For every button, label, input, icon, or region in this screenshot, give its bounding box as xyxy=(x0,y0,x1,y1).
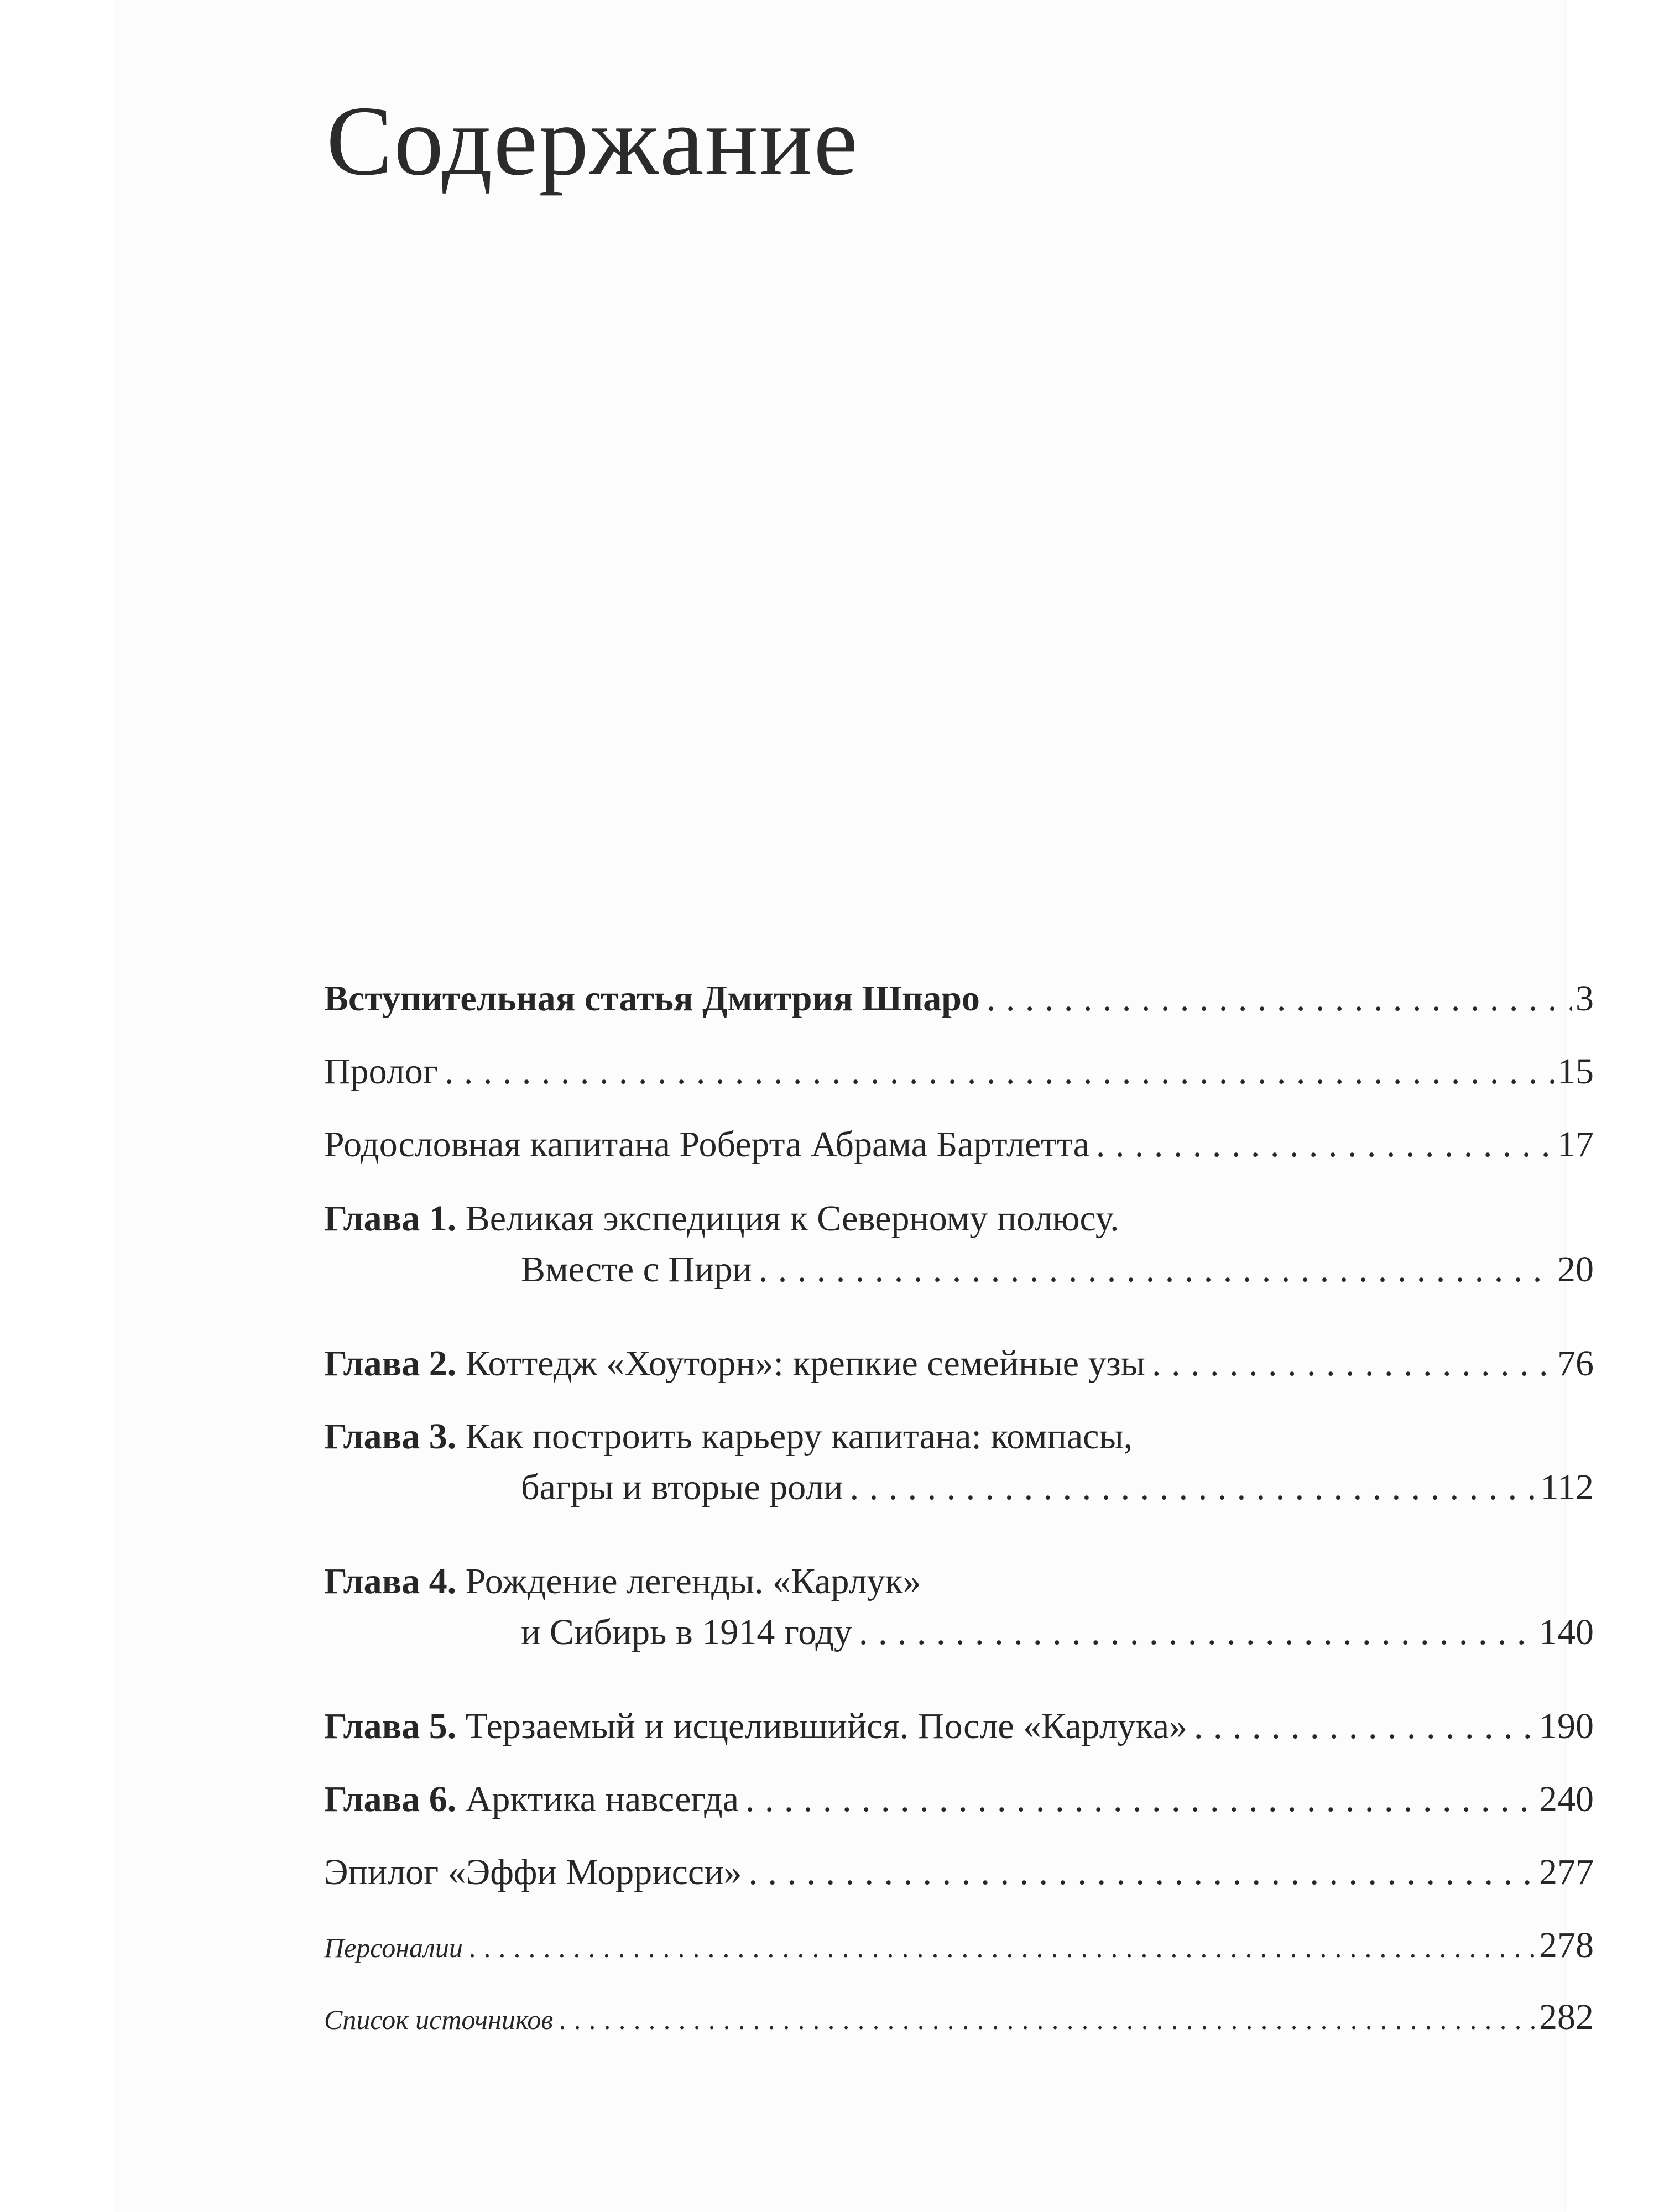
chapter-title: Рождение легенды. «Карлук» xyxy=(465,1561,921,1601)
toc-entry-label: Вступительная статья Дмитрия Шпаро xyxy=(324,978,980,1019)
book-page xyxy=(116,0,1594,2212)
toc-entry-label: Эпилог «Эффи Моррисси» xyxy=(324,1852,742,1892)
chapter-title-continued: Вместе с Пири xyxy=(521,1249,752,1290)
toc-entry-personalia xyxy=(324,1920,1594,1971)
dot-leader xyxy=(759,1244,1554,1295)
chapter-number: Глава 1. xyxy=(324,1198,457,1239)
toc-entry-chapter-3 xyxy=(324,1411,1594,1514)
dot-leader xyxy=(859,1607,1536,1658)
dot-leader xyxy=(1194,1701,1536,1752)
dot-leader xyxy=(469,1928,1536,1967)
toc-entry-label: Пролог xyxy=(324,1051,438,1092)
toc-page-number: 3 xyxy=(1575,978,1594,1019)
toc-entry-epilogue xyxy=(324,1847,1594,1898)
toc-entry-genealogy xyxy=(324,1119,1594,1170)
toc-entry-chapter-5 xyxy=(324,1701,1594,1752)
dot-leader xyxy=(445,1046,1554,1097)
dot-leader xyxy=(850,1462,1537,1513)
toc-entry-chapter-4 xyxy=(324,1556,1594,1658)
toc-page-number: 76 xyxy=(1557,1343,1594,1384)
chapter-number: Глава 4. xyxy=(324,1561,457,1601)
dot-leader xyxy=(560,2000,1536,2039)
toc-page-number: 20 xyxy=(1557,1249,1594,1290)
dot-leader xyxy=(745,1774,1536,1825)
dot-leader xyxy=(1096,1119,1554,1170)
chapter-title: Великая экспедиция к Северному полюсу. xyxy=(465,1198,1119,1239)
toc-entry-label: Родословная капитана Роберта Абрама Бартлетта xyxy=(324,1124,1089,1165)
toc-page-number: 240 xyxy=(1539,1779,1594,1819)
toc-page-number: 15 xyxy=(1557,1051,1594,1092)
chapter-number: Глава 3. xyxy=(324,1416,457,1457)
toc-page-number: 278 xyxy=(1539,1925,1594,1965)
chapter-title: Арктика навсегда xyxy=(465,1779,739,1819)
toc-entry-chapter-2 xyxy=(324,1338,1594,1389)
toc-entry-label: Список источников xyxy=(324,2004,554,2035)
toc-entry-foreword xyxy=(324,973,1594,1024)
chapter-title-continued: багры и вторые роли xyxy=(521,1467,843,1508)
chapter-title: Коттедж «Хоуторн»: крепкие семейные узы xyxy=(465,1343,1146,1384)
page-title: Содержание xyxy=(326,86,859,196)
chapter-number: Глава 5. xyxy=(324,1706,457,1746)
chapter-title: Терзаемый и исцелившийся. После «Карлука» xyxy=(465,1706,1187,1746)
toc-entry-chapter-6 xyxy=(324,1774,1594,1825)
toc-entry-prologue xyxy=(324,1046,1594,1097)
toc-page-number: 282 xyxy=(1539,1997,1594,2037)
toc-page-number: 140 xyxy=(1539,1612,1594,1653)
chapter-title: Как построить карьеру капитана: компасы, xyxy=(465,1416,1133,1457)
chapter-number: Глава 6. xyxy=(324,1779,457,1819)
toc-page-number: 112 xyxy=(1540,1467,1594,1508)
toc-entry-chapter-1 xyxy=(324,1193,1594,1296)
toc-page-number: 17 xyxy=(1557,1124,1594,1165)
chapter-title-continued: и Сибирь в 1914 году xyxy=(521,1612,852,1653)
toc-entry-label: Персоналии xyxy=(324,1932,463,1963)
chapter-number: Глава 2. xyxy=(324,1343,457,1384)
dot-leader xyxy=(749,1847,1536,1898)
dot-leader xyxy=(987,973,1572,1024)
toc-page-number: 277 xyxy=(1539,1852,1594,1892)
toc-page-number: 190 xyxy=(1539,1706,1594,1746)
dot-leader xyxy=(1152,1338,1554,1389)
toc-entry-sources xyxy=(324,1992,1594,2043)
